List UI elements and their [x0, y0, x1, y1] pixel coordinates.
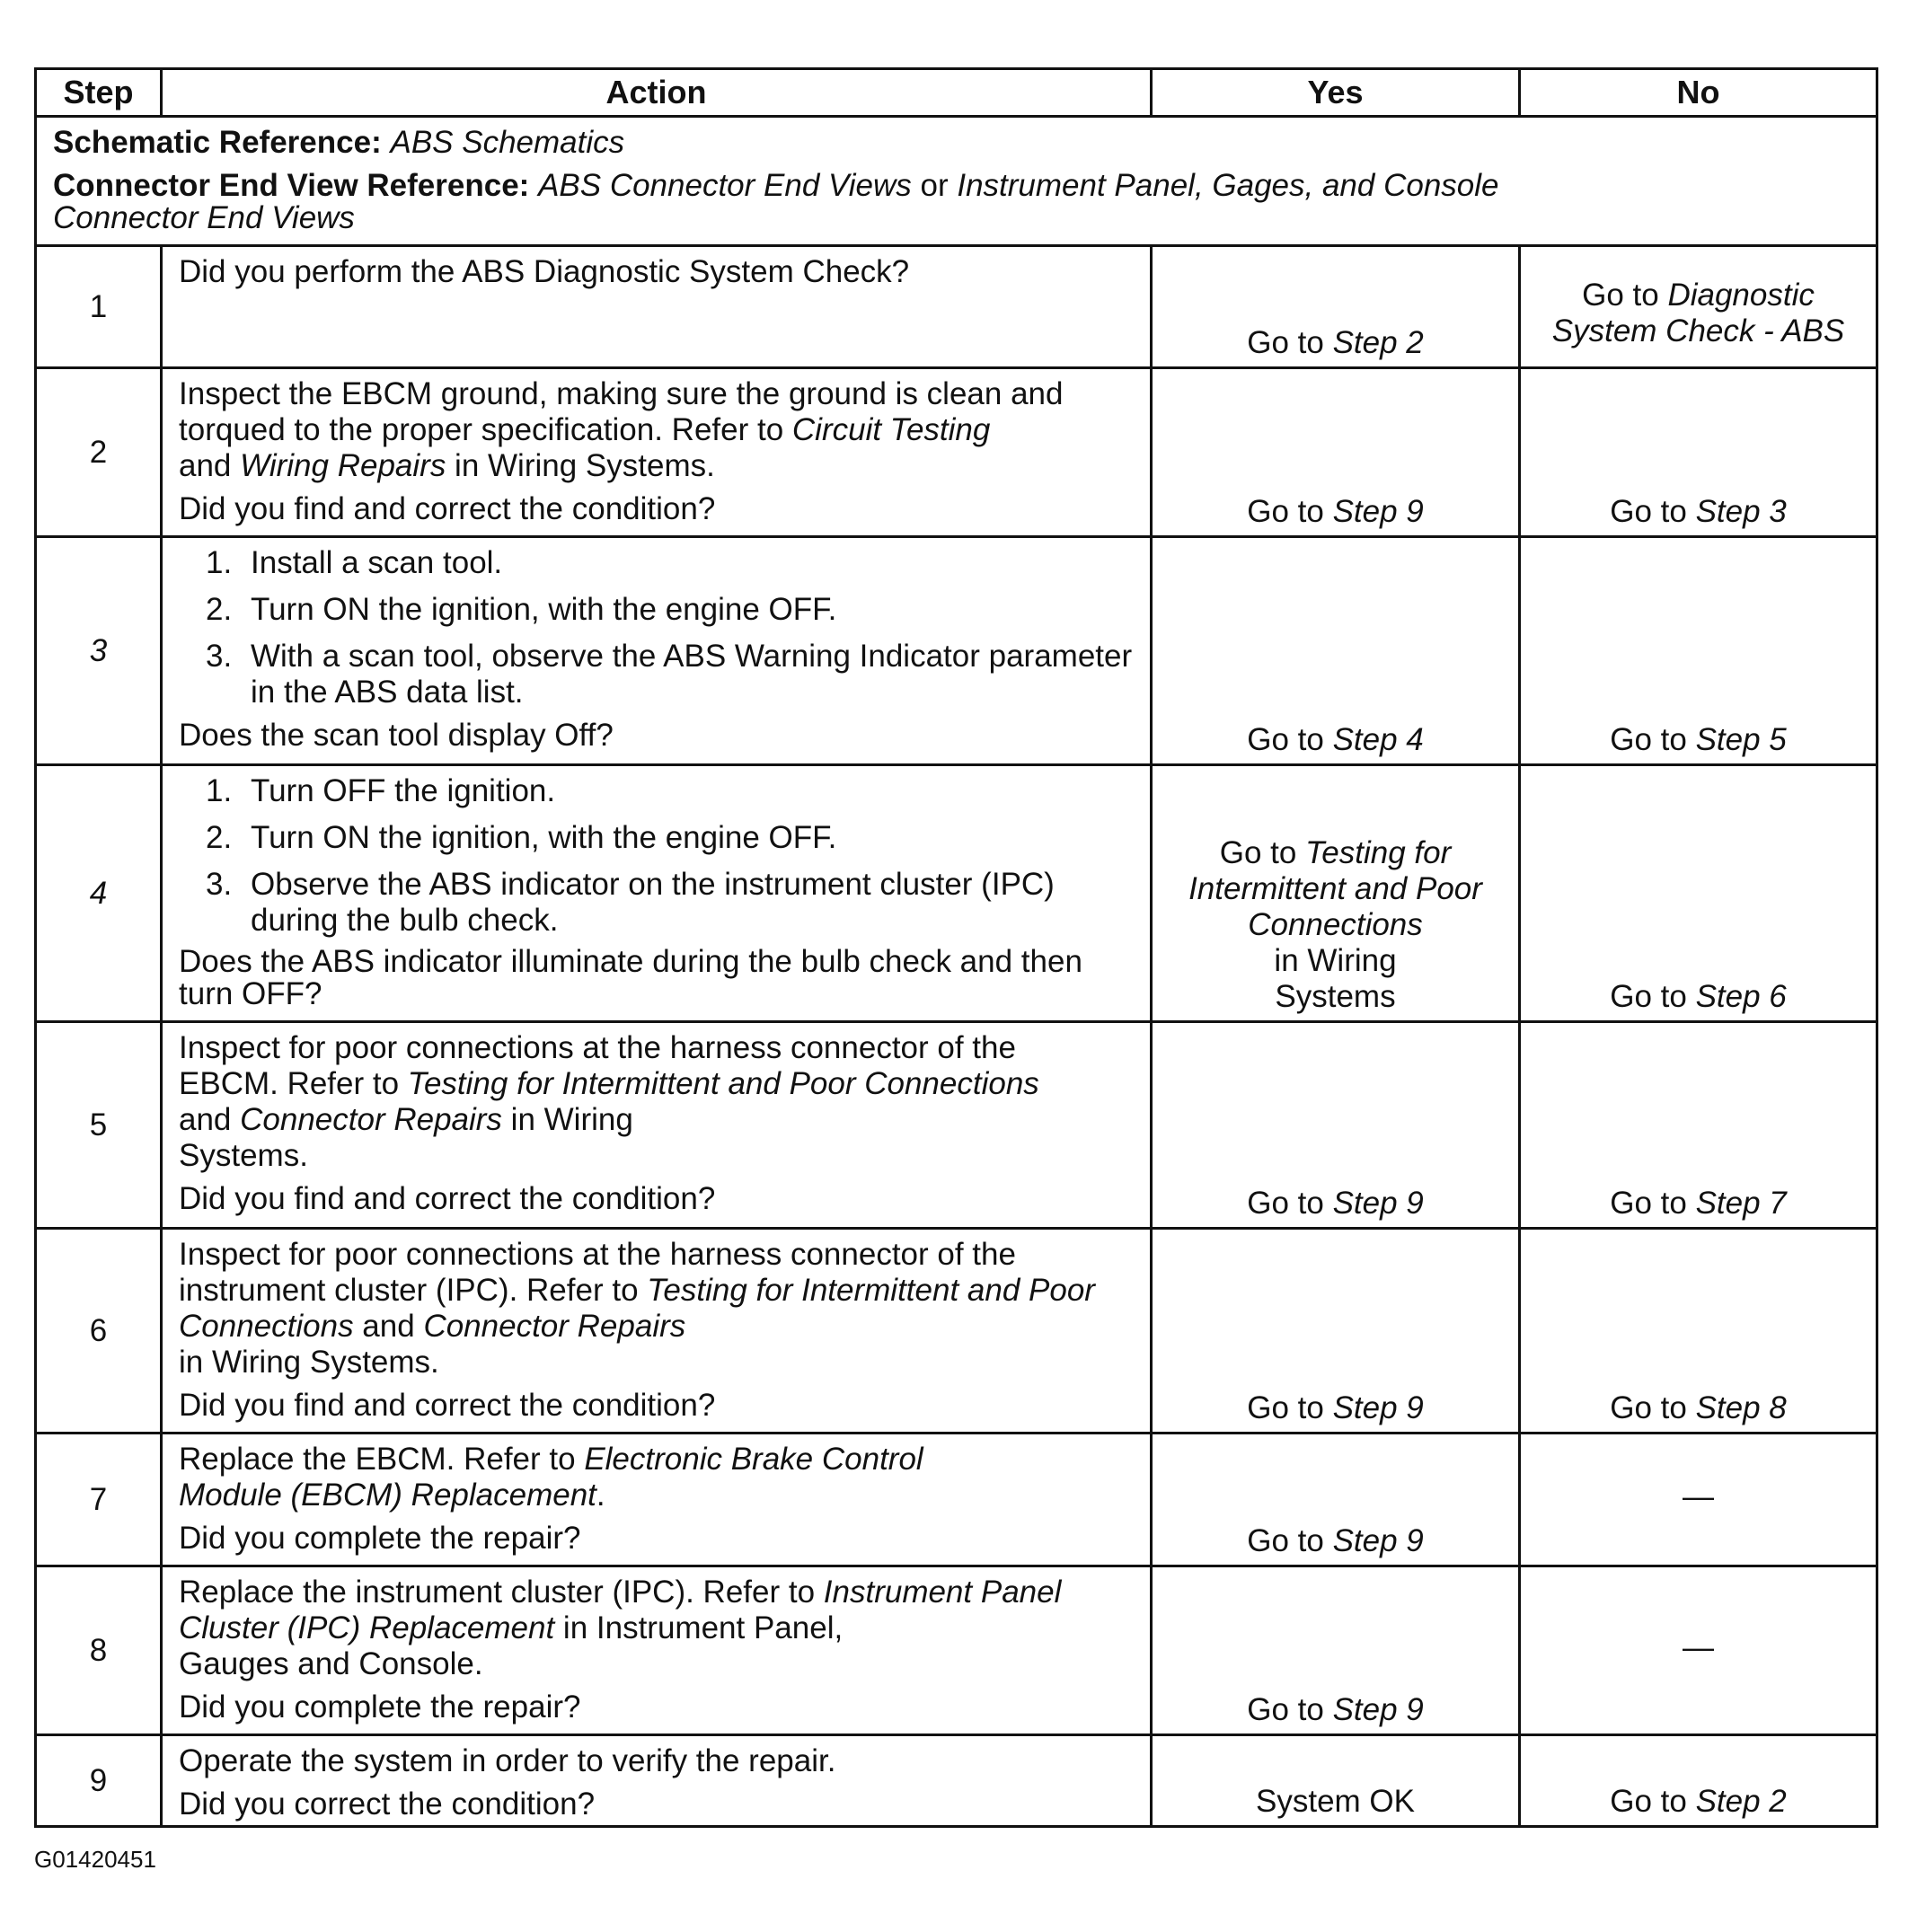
yes-cell: Go to Step 9: [1152, 1566, 1520, 1735]
yes-cell: Go to Step 9: [1152, 1229, 1520, 1434]
reference-cell: [36, 117, 1877, 246]
step-number: 9: [36, 1735, 162, 1827]
action-cell: Inspect for poor connections at the harness connector of the instrument cluster (IPC). Refer to Testing for Intermittent and Poor Connections and Connector Repairs in Wiring Systems. Did you find and correct the condition?: [162, 1229, 1152, 1434]
list-item: 1. Install a scan tool.: [206, 545, 503, 580]
no-cell: —: [1520, 1566, 1877, 1735]
yes-cell: Go to Step 9: [1152, 1022, 1520, 1229]
step-number: 2: [36, 368, 162, 537]
no-cell: Go to Step 3: [1520, 368, 1877, 537]
header-action: Action: [162, 69, 1152, 117]
header-step: Step: [36, 69, 162, 117]
yes-cell: Go to Step 2: [1152, 246, 1520, 368]
table-row: [36, 368, 1877, 537]
instruction-list: [179, 545, 1141, 710]
no-cell: —: [1520, 1434, 1877, 1566]
no-cell: Go to Diagnostic System Check - ABS: [1520, 246, 1877, 368]
step-number: 6: [36, 1229, 162, 1434]
yes-cell: Go to Step 9: [1152, 1434, 1520, 1566]
step-number: 8: [36, 1566, 162, 1735]
no-cell: Go to Step 8: [1520, 1229, 1877, 1434]
list-item: 3. Observe the ABS indicator on the instrument cluster (IPC) during the bulb check.: [206, 867, 1055, 938]
step-number: 4: [36, 765, 162, 1022]
action-cell: Inspect for poor connections at the harness connector of the EBCM. Refer to Testing for Intermittent and Poor Connections and Connector Repairs in Wiring Systems. Did you find and correct the condition?: [162, 1022, 1152, 1229]
diagnostic-table: [34, 67, 1878, 1828]
action-cell: Replace the instrument cluster (IPC). Refer to Instrument Panel Cluster (IPC) Replacement in Instrument Panel, Gauges and Console. Did you complete the repair?: [162, 1566, 1152, 1735]
step-number: 5: [36, 1022, 162, 1229]
list-item: 1. Turn OFF the ignition.: [206, 773, 556, 808]
yes-cell: Go to Step 4: [1152, 537, 1520, 765]
header-no: No: [1520, 69, 1877, 117]
table-row: [36, 1566, 1877, 1735]
yes-cell: System OK: [1152, 1735, 1520, 1827]
table-row: [36, 1735, 1877, 1827]
step-number: 3: [36, 537, 162, 765]
action-cell: Did you perform the ABS Diagnostic System Check?: [162, 246, 1152, 368]
table-row: [36, 765, 1877, 1022]
reference-row: [36, 117, 1877, 246]
action-cell: 1. Turn OFF the ignition. 2. Turn ON the ignition, with the engine OFF. 3. Observe the ABS indicator on the instrument cluster (IPC) during the bulb check. Does the ABS indicator illuminate during the bulb check and then turn OFF?: [162, 765, 1152, 1022]
yes-cell: Go to Testing for Intermittent and Poor Connections in Wiring Systems: [1152, 765, 1520, 1022]
step-number: 1: [36, 246, 162, 368]
instruction-list: [179, 773, 1141, 939]
table-row: [36, 1229, 1877, 1434]
figure-id: G01420451: [34, 1846, 156, 1873]
action-cell: Inspect the EBCM ground, making sure the ground is clean and torqued to the proper specification. Refer to Circuit Testing and Wiring Repairs in Wiring Systems. Did you find and correct the condition?: [162, 368, 1152, 537]
table-row: [36, 1434, 1877, 1566]
no-cell: Go to Step 6: [1520, 765, 1877, 1022]
step-number: 7: [36, 1434, 162, 1566]
table-row: [36, 537, 1877, 765]
no-cell: Go to Step 2: [1520, 1735, 1877, 1827]
list-item: 3. With a scan tool, observe the ABS Warning Indicator parameter in the ABS data list.: [206, 639, 1133, 710]
yes-cell: Go to Step 9: [1152, 368, 1520, 537]
table-row: [36, 246, 1877, 368]
no-cell: Go to Step 7: [1520, 1022, 1877, 1229]
header-row: [36, 69, 1877, 117]
connector-reference: Connector End View Reference: ABS Connector End Views or Instrument Panel, Gages, and Console Connector End Views: [53, 168, 1499, 235]
list-item: 2. Turn ON the ignition, with the engine OFF.: [206, 820, 837, 855]
action-cell: Operate the system in order to verify the repair. Did you correct the condition?: [162, 1735, 1152, 1827]
action-cell: Replace the EBCM. Refer to Electronic Brake Control Module (EBCM) Replacement. Did you complete the repair?: [162, 1434, 1152, 1566]
list-item: 2. Turn ON the ignition, with the engine OFF.: [206, 592, 837, 627]
table-row: [36, 1022, 1877, 1229]
header-yes: Yes: [1152, 69, 1520, 117]
schematic-reference: Schematic Reference: ABS Schematics: [53, 125, 625, 160]
action-cell: 1. Install a scan tool. 2. Turn ON the ignition, with the engine OFF. 3. With a scan tool, observe the ABS Warning Indicator parameter in the ABS data list. Does the scan tool display Off?: [162, 537, 1152, 765]
no-cell: Go to Step 5: [1520, 537, 1877, 765]
